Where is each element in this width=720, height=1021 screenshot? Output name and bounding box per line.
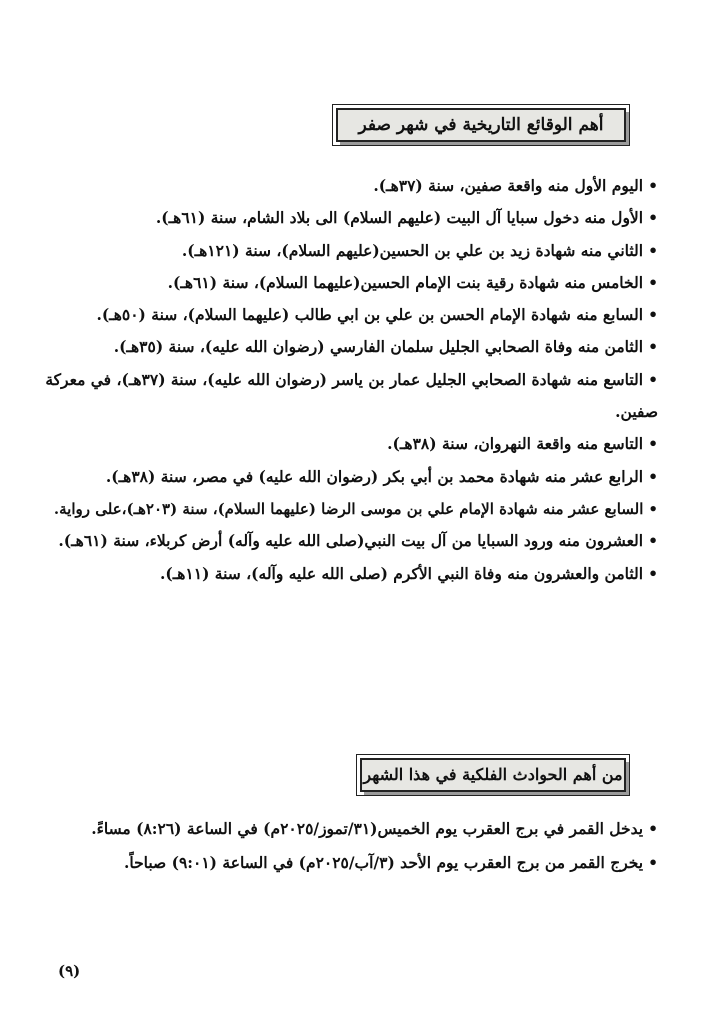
bullet-icon: • <box>648 208 658 228</box>
section-title-astronomical-events: من أهم الحوادث الفلكية في هذا الشهر <box>360 758 626 792</box>
bullet-icon: • <box>648 819 658 838</box>
bullet-icon: • <box>648 176 658 195</box>
page-number: (٩) <box>58 962 81 980</box>
bullet-icon: • <box>648 563 658 583</box>
list-item <box>38 170 658 202</box>
bullet-icon: • <box>648 531 658 551</box>
list-item <box>38 202 658 234</box>
bullet-icon: • <box>648 369 658 389</box>
bullet-icon: • <box>648 272 658 292</box>
list-item <box>38 428 658 460</box>
event-text: الثامن والعشرون منه وفاة النبي الأكرم (صلى الله عليه وآله)، سنة (١١هـ). <box>159 563 644 583</box>
event-text: التاسع منه شهادة الصحابي الجليل عمار بن ياسر (رضوان الله عليه)، سنة (٣٧هـ)، في معركة صفين. <box>45 369 658 422</box>
bullet-icon: • <box>648 499 658 518</box>
bullet-icon: • <box>648 466 658 486</box>
list-item <box>38 267 658 299</box>
event-text: العشرون منه ورود السبايا من آل بيت النبي(صلى الله عليه وآله) أرض كربلاء، سنة (٦١هـ). <box>58 531 644 551</box>
list-item <box>38 299 658 331</box>
list-item <box>38 461 658 493</box>
bullet-icon: • <box>648 853 658 872</box>
astronomical-events-list <box>38 812 658 880</box>
event-text: التاسع منه واقعة النهروان، سنة (٣٨هـ). <box>387 434 644 454</box>
event-text: يدخل القمر في برج العقرب يوم الخميس(٣١/تموز/٢٠٢٥م) في الساعة (٨:٢٦) مساءً. <box>91 819 644 838</box>
event-text: الرابع عشر منه شهادة محمد بن أبي بكر (رضوان الله عليه) في مصر، سنة (٣٨هـ). <box>105 466 644 486</box>
bullet-icon: • <box>648 305 658 325</box>
bullet-icon: • <box>648 434 658 454</box>
bullet-icon: • <box>648 240 658 260</box>
list-item <box>38 364 658 429</box>
list-item <box>38 525 658 557</box>
event-text: السابع منه شهادة الإمام الحسن بن علي بن ابي طالب (عليهما السلام)، سنة (٥٠هـ). <box>96 305 644 325</box>
list-item <box>38 493 658 525</box>
bullet-icon: • <box>648 337 658 357</box>
list-item <box>38 846 658 880</box>
section-title-historical-events: أهم الوقائع التاريخية في شهر صفر <box>336 108 626 142</box>
event-text: الخامس منه شهادة رقية بنت الإمام الحسين(عليهما السلام)، سنة (٦١هـ). <box>167 272 644 292</box>
event-text: الأول منه دخول سبايا آل البيت (عليهم السلام) الى بلاد الشام، سنة (٦١هـ). <box>155 208 644 228</box>
event-text: يخرج القمر من برج العقرب يوم الأحد (٣/آب/٢٠٢٥م) في الساعة (٩:٠١) صباحاً. <box>123 853 644 872</box>
event-text: اليوم الأول منه واقعة صفين، سنة (٣٧هـ). <box>373 176 644 195</box>
list-item <box>38 235 658 267</box>
event-text: السابع عشر منه شهادة الإمام علي بن موسى الرضا (عليهما السلام)، سنة (٢٠٣هـ)،على رواية. <box>53 499 644 518</box>
list-item <box>38 558 658 590</box>
list-item <box>38 812 658 846</box>
historical-events-list <box>38 170 658 590</box>
event-text: الثاني منه شهادة زيد بن علي بن الحسين(عليهم السلام)، سنة (١٢١هـ). <box>181 240 644 260</box>
event-text: الثامن منه وفاة الصحابي الجليل سلمان الفارسي (رضوان الله عليه)، سنة (٣٥هـ). <box>113 337 644 357</box>
list-item <box>38 331 658 363</box>
